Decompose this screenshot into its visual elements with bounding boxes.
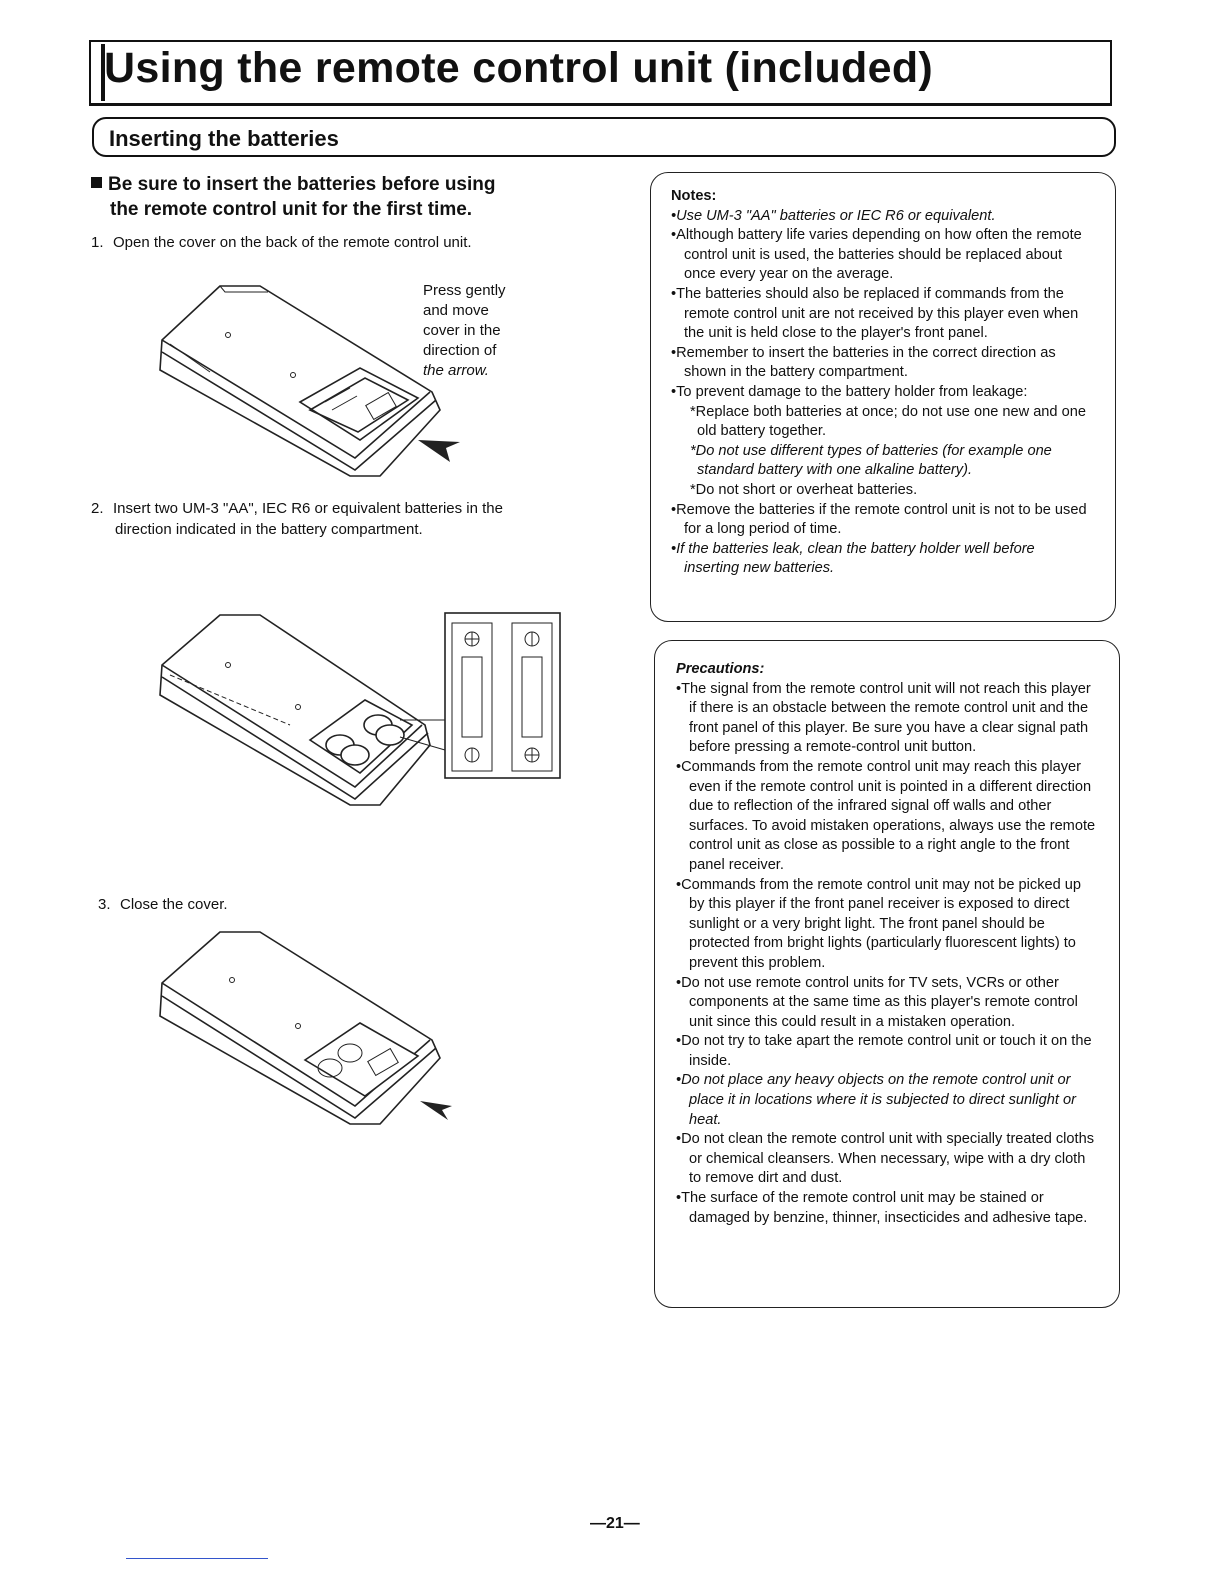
notes-item: •The batteries should also be replaced if commands from the remote control unit are not received by this player even when the unit is held close to the player's front panel. xyxy=(671,285,1079,342)
notes-subitem: *Do not short or overheat batteries. xyxy=(690,481,918,498)
remote-close-cover-illustration xyxy=(150,928,460,1143)
precautions-item: •Do not place any heavy objects on the remote control unit or place it in locations where it is subjected to direct sunlight or heat. xyxy=(676,1072,1076,1128)
precautions-item: •Do not try to take apart the remote control unit or touch it on the inside. xyxy=(676,1033,1092,1069)
page-title: Using the remote control unit (included) xyxy=(104,44,933,92)
notes-heading: Notes: xyxy=(671,188,717,204)
section-title: Inserting the batteries xyxy=(109,126,339,151)
footer-rule xyxy=(126,1558,268,1559)
precautions-heading: Precautions: xyxy=(676,661,765,677)
intro-line-1: Be sure to insert the batteries before using xyxy=(108,174,496,195)
slide-arrow-icon xyxy=(418,440,460,462)
precautions-item: •The signal from the remote control unit will not reach this player if there is an obstacle between the remote control unit and the front panel of this player. Be sure you have a clear signal path before pressing a remote-control unit button. xyxy=(676,680,1091,756)
notes-item: •Remember to insert the batteries in the correct direction as shown in the battery compartment. xyxy=(671,344,1056,381)
square-bullet-icon xyxy=(91,177,102,188)
precautions-item: •Do not clean the remote control unit with specially treated cloths or chemical cleansers. When necessary, wipe with a dry cloth to remove dirt and dust. xyxy=(676,1131,1095,1187)
notes-subitem: *Replace both batteries at once; do not use one new and one old battery together. xyxy=(690,403,1086,440)
intro-instruction xyxy=(91,172,561,222)
step-1-caption: Press gently and move cover in the direction of the arrow. xyxy=(423,282,506,379)
close-arrow-icon xyxy=(420,1101,452,1120)
precautions-item: •The surface of the remote control unit may be stained or damaged by benzine, thinner, insecticides and adhesive tape. xyxy=(676,1190,1088,1226)
step-1: 1. Open the cover on the back of the remote control unit. xyxy=(91,234,472,251)
remote-open-cover-illustration xyxy=(150,280,460,485)
remote-battery-insert-illustration xyxy=(150,605,570,815)
notes-subitem: *Do not use different types of batteries (for example one standard battery with one alkaline battery). xyxy=(690,442,1052,479)
notes-item: •Although battery life varies depending on how often the remote control unit is used, the batteries should be replaced about once every year on the average. xyxy=(671,227,1082,283)
notes-item: •To prevent damage to the battery holder from leakage: xyxy=(671,383,1028,400)
intro-line-2: the remote control unit for the first time. xyxy=(110,199,473,220)
step-2: 2. Insert two UM-3 "AA", IEC R6 or equivalent batteries in the direction indicated in the battery compartment. xyxy=(91,500,503,538)
notes-item: •If the batteries leak, clean the battery holder well before inserting new batteries. xyxy=(671,540,1035,577)
notes-item: •Use UM-3 "AA" batteries or IEC R6 or equivalent. xyxy=(671,207,996,224)
step-3: 3. Close the cover. xyxy=(98,896,228,913)
precautions-item: •Commands from the remote control unit may not be picked up by this player if the front panel receiver is exposed to direct sunlight or a very bright light. The front panel should be protected from bright lights (particularly fluorescent lights) to prevent this problem. xyxy=(676,876,1082,971)
notes-item: •Remove the batteries if the remote control unit is not to be used for a long period of time. xyxy=(671,501,1087,538)
precautions-content xyxy=(676,660,1098,1228)
page-number: —21— xyxy=(590,1515,640,1532)
notes-content xyxy=(671,187,1093,579)
precautions-item: •Do not use remote control units for TV sets, VCRs or other components at the same time as this player's remote control unit since this could result in a mistaken operation. xyxy=(676,974,1078,1030)
precautions-item: •Commands from the remote control unit may reach this player even if the remote control unit is pointed in a different direction due to reflection of the infrared signal off walls and other surfaces. To avoid mistaken operations, always use the remote control unit as close as possible to a right angle to the front panel receiver. xyxy=(676,758,1096,873)
